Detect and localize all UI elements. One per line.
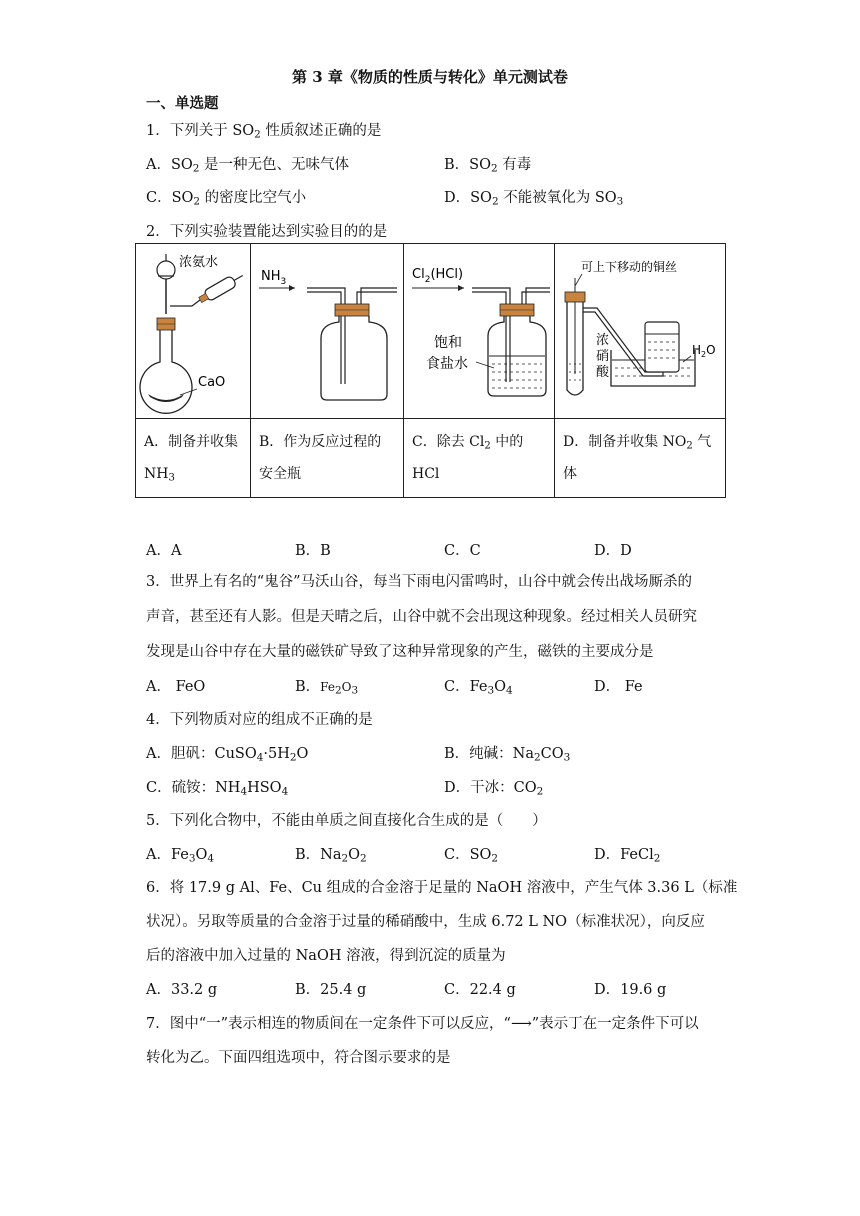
question-5-option-c: C．$SO_2$ <box>444 847 499 865</box>
apparatus-b-caption: B．作为反应过程的 安全瓶 <box>251 419 404 498</box>
question-2-option-d: D．D <box>594 543 632 559</box>
apparatus-a-caption: A．制备并收集 $NH_3$ <box>136 419 251 498</box>
apparatus-c-cell <box>404 244 555 419</box>
question-6-option-c: C．22.4 g <box>444 982 516 998</box>
apparatus-b-cell <box>251 244 404 419</box>
section-heading: 一、单选题 <box>146 95 219 112</box>
cl2-hcl-label: $Cl_2(HCl)$ <box>412 267 464 285</box>
apparatus-b-figure <box>251 244 403 414</box>
question-2-option-b: B．B <box>295 543 331 559</box>
apparatus-table <box>135 243 726 498</box>
apparatus-d-cell <box>555 244 726 419</box>
acid-label-2: 硝 <box>596 349 610 364</box>
question-6-line-3: 后的溶液中加入过量的 NaOH 溶液，得到沉淀的质量为 <box>146 948 506 964</box>
drying-tube-icon <box>197 270 245 305</box>
acid-label-3: 酸 <box>596 365 610 380</box>
question-5-stem: 5．下列化合物中，不能由单质之间直接化合生成的是（ ） <box>146 813 547 829</box>
question-2-option-c: C．C <box>444 543 481 559</box>
cao-label: CaO <box>198 375 226 390</box>
question-4-option-d: D．干冰：$CO_2$ <box>444 780 544 798</box>
apparatus-d-caption: D．制备并收集 $NO_2$ 气 体 <box>555 419 726 498</box>
question-6-option-d: D．19.6 g <box>594 982 667 998</box>
concentrated-ammonia-label: 浓氨水 <box>179 255 219 270</box>
question-6-line-1: 6．将 17.9 g Al、Fe、Cu 组成的合金溶于足量的 NaOH 溶液中，产生气体 3.36 L（标准 <box>146 880 738 896</box>
question-1-option-b: B．$SO_2$ 有毒 <box>444 157 532 175</box>
brine-label: 食盐水 <box>426 356 468 372</box>
apparatus-a-cell <box>136 244 251 419</box>
question-4-stem: 4．下列物质对应的组成不正确的是 <box>146 712 373 728</box>
question-3-option-a: A． FeO <box>146 679 206 695</box>
apparatus-c-caption: C．除去 $Cl_2$ 中的 HCl <box>404 419 555 498</box>
question-2-option-a: A．A <box>146 543 182 559</box>
h2o-label: $H_2O$ <box>692 343 716 359</box>
apparatus-c-figure <box>404 244 554 414</box>
question-3-line-3: 发现是山谷中存在大量的磁铁矿导致了这种异常现象的产生，磁铁的主要成分是 <box>146 644 654 660</box>
copper-wire-label: 可上下移动的铜丝 <box>581 260 678 274</box>
apparatus-a-figure <box>136 244 250 414</box>
question-1-stem: 1．下列关于 $SO_2$ 性质叙述正确的是 <box>146 123 382 141</box>
question-3-option-b: B．$Fe_2O_3$ <box>295 679 359 697</box>
question-7-line-2: 转化为乙。下面四组选项中，符合图示要求的是 <box>146 1050 451 1066</box>
nh3-label: $NH_3$ <box>261 269 287 287</box>
question-1-option-d: D．$SO_2$ 不能被氧化为 $SO_3$ <box>444 190 624 208</box>
question-6-line-2: 状况）。另取等质量的合金溶于过量的稀硝酸中，生成 6.72 L NO（标准状况），向反应 <box>146 914 705 930</box>
question-4-option-b: B．纯碱：$Na_2CO_3$ <box>444 746 571 764</box>
question-6-option-b: B．25.4 g <box>295 982 367 998</box>
question-5-option-d: D．FeCl$_2$ <box>594 847 661 865</box>
question-4-option-a: A．胆矾：$CuSO_4\cdot 5H_2O$ <box>146 746 309 764</box>
question-7-line-1: 7．图中“一”表示相连的物质间在一定条件下可以反应，“⟶”表示丁在一定条件下可以 <box>146 1016 699 1032</box>
question-1-option-c: C．$SO_2$ 的密度比空气小 <box>146 190 307 208</box>
question-4-option-c: C．硫铵：$NH_4HSO_4$ <box>146 780 289 798</box>
saturated-label: 饱和 <box>434 335 462 351</box>
apparatus-d-figure <box>555 244 725 414</box>
question-3-option-d: D． Fe <box>594 679 643 695</box>
question-5-option-b: B．$Na_2O_2$ <box>295 847 367 865</box>
acid-label-1: 浓 <box>596 333 610 348</box>
question-3-line-2: 声音，甚至还有人影。但是天晴之后，山谷中就不会出现这种现象。经过相关人员研究 <box>146 609 697 625</box>
question-1-option-a: A．$SO_2$ 是一种无色、无味气体 <box>146 157 350 175</box>
question-3-option-c: C．$Fe_3O_4$ <box>444 679 513 697</box>
question-3-line-1: 3．世界上有名的“鬼谷”马沃山谷，每当下雨电闪雷鸣时，山谷中就会传出战场厮杀的 <box>146 574 693 590</box>
question-2-stem: 2．下列实验装置能达到实验目的的是 <box>146 224 388 240</box>
page-title: 第 3 章《物质的性质与转化》单元测试卷 <box>292 68 568 86</box>
question-6-option-a: A．33.2 g <box>146 982 218 998</box>
question-5-option-a: A．$Fe_3O_4$ <box>146 847 215 865</box>
